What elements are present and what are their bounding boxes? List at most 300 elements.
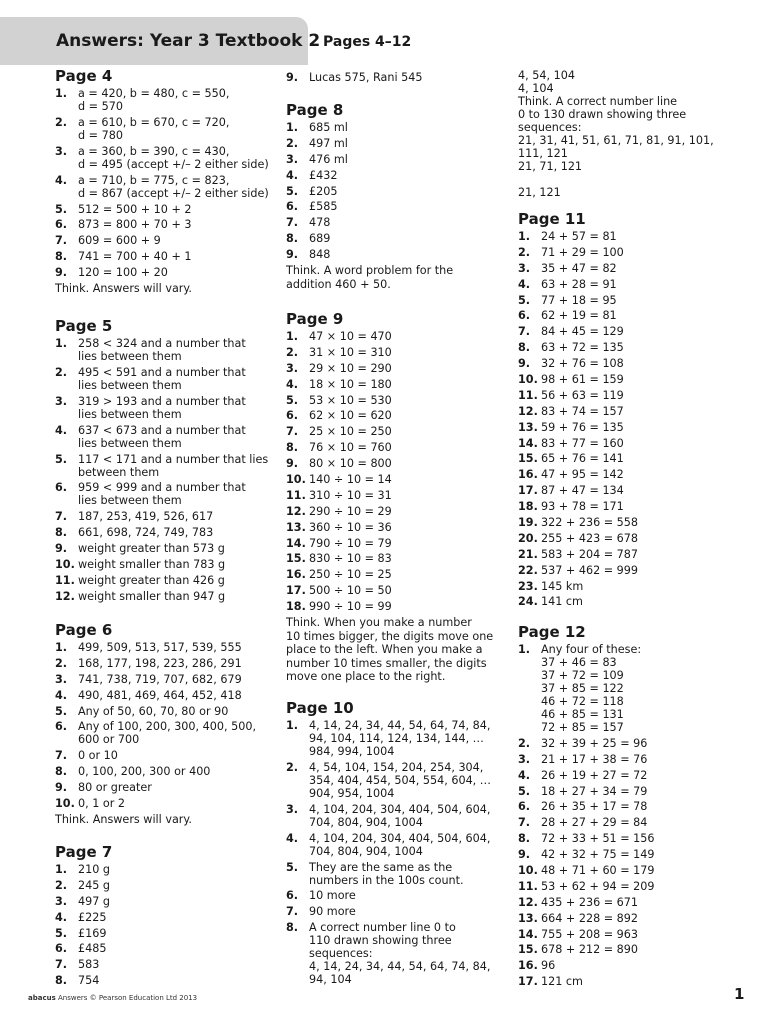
answer-number: 15. <box>286 552 306 566</box>
answer-item <box>286 803 496 829</box>
answer-item <box>286 568 496 581</box>
answer-text: 96 <box>541 959 556 973</box>
answer-text: 678 + 212 = 890 <box>541 943 639 957</box>
answer-text: 478 <box>309 216 331 230</box>
answer-number: 5. <box>55 926 68 940</box>
answer-text: 959 < 999 and a number that lies between them <box>78 481 246 508</box>
answer-number: 14. <box>286 536 306 550</box>
answer-number: 12. <box>55 589 75 603</box>
answer-text: 59 + 76 = 135 <box>541 420 624 434</box>
answer-number: 5. <box>518 293 531 307</box>
answer-item <box>55 218 270 231</box>
answer-item <box>55 863 270 876</box>
answer-text: 141 cm <box>541 595 583 609</box>
answer-number: 4. <box>55 688 68 702</box>
answer-text: 310 ÷ 10 = 31 <box>309 488 392 502</box>
answer-text: 319 > 193 and a number that lies between them <box>78 394 246 421</box>
answer-text: 56 + 63 = 119 <box>541 388 624 402</box>
answer-text: 63 + 28 = 91 <box>541 277 617 291</box>
answer-number: 10. <box>518 373 538 387</box>
answer-item <box>286 362 496 375</box>
answer-number: 20. <box>518 531 538 545</box>
answer-number: 8. <box>55 765 68 779</box>
answer-item <box>55 116 270 142</box>
answer-item <box>518 230 738 243</box>
answer-number: 1. <box>55 337 68 350</box>
answer-number: 17. <box>286 584 306 598</box>
answer-item <box>55 395 270 421</box>
answer-number: 13. <box>286 520 306 534</box>
answer-number: 10. <box>55 558 75 572</box>
answer-text: 80 × 10 = 800 <box>309 457 392 471</box>
answer-item <box>518 452 738 465</box>
answer-item <box>55 574 270 587</box>
answer-text: 77 + 18 = 95 <box>541 293 617 307</box>
answer-text: 84 + 45 = 129 <box>541 325 624 339</box>
answer-text: 830 ÷ 10 = 83 <box>309 552 392 566</box>
answer-item <box>286 719 496 758</box>
answer-item <box>518 516 738 529</box>
answer-item <box>518 595 738 608</box>
answer-item <box>55 590 270 603</box>
answer-text: a = 360, b = 390, c = 430, d = 495 (accept +/– 2 either side) <box>78 144 269 171</box>
answer-number: 10. <box>286 473 306 487</box>
answer-item <box>286 200 496 213</box>
answer-item <box>518 737 738 750</box>
answer-item <box>518 800 738 813</box>
answer-text: 62 + 19 = 81 <box>541 309 617 323</box>
answer-item <box>286 861 496 887</box>
answer-item <box>518 548 738 561</box>
answer-item <box>55 250 270 263</box>
answer-text: 4, 104, 204, 304, 404, 504, 604, 704, 804, 904, 1004 <box>309 831 491 858</box>
answer-text: 53 × 10 = 530 <box>309 393 392 407</box>
answer-number: 8. <box>286 441 299 455</box>
answer-text: 499, 509, 513, 517, 539, 555 <box>78 641 242 654</box>
answer-item <box>286 457 496 470</box>
answer-text: a = 610, b = 670, c = 720, d = 780 <box>78 115 230 142</box>
answer-item <box>518 357 738 370</box>
answer-text: 755 + 208 = 963 <box>541 927 639 941</box>
answer-item <box>55 927 270 940</box>
answer-text: 26 + 35 + 17 = 78 <box>541 800 648 814</box>
answer-number: 12. <box>518 404 538 418</box>
answer-item <box>55 510 270 523</box>
answer-item <box>286 169 496 182</box>
answer-text: 583 <box>78 958 100 972</box>
answer-item <box>55 765 270 778</box>
answer-number: 1. <box>55 641 68 654</box>
answer-item <box>55 424 270 450</box>
answer-text: £225 <box>78 910 107 924</box>
answer-item <box>286 394 496 407</box>
answer-number: 6. <box>55 720 68 734</box>
answer-number: 9. <box>55 266 68 280</box>
answer-item <box>286 137 496 150</box>
answer-text: 18 × 10 = 180 <box>309 377 392 391</box>
answer-text: 4, 104, 204, 304, 404, 504, 604, 704, 804, 904, 1004 <box>309 802 491 829</box>
answer-number: 5. <box>55 452 68 466</box>
answer-item <box>286 441 496 454</box>
answer-text: 93 + 78 = 171 <box>541 500 624 514</box>
answer-text: 98 + 61 = 159 <box>541 373 624 387</box>
answer-text: 790 ÷ 10 = 79 <box>309 536 392 550</box>
answer-number: 2. <box>518 245 531 259</box>
answer-text: 65 + 76 = 141 <box>541 452 624 466</box>
answer-number: 3. <box>518 752 531 766</box>
answer-item <box>286 889 496 902</box>
answer-text: 497 g <box>78 894 111 908</box>
answer-item <box>286 216 496 229</box>
answer-text: 47 + 95 = 142 <box>541 468 624 482</box>
answer-number: 1. <box>286 719 299 732</box>
section-page-8 <box>286 102 496 291</box>
answer-item <box>286 600 496 613</box>
section-title: Page 9 <box>286 310 344 328</box>
section-title: Page 4 <box>55 67 113 85</box>
answer-number: 5. <box>286 184 299 198</box>
answer-number: 2. <box>518 736 531 750</box>
answer-number: 7. <box>55 234 68 248</box>
answer-number: 9. <box>518 357 531 371</box>
answer-item <box>286 584 496 597</box>
answer-item <box>286 521 496 534</box>
answer-text: weight smaller than 783 g <box>78 558 226 572</box>
answer-item <box>55 366 270 392</box>
answer-text: 4, 54, 104, 154, 204, 254, 304, 354, 404, 454, 504, 554, 604, … 904, 954, 1004 <box>309 760 491 800</box>
answer-number: 2. <box>55 878 68 892</box>
answer-item <box>518 769 738 782</box>
answer-item <box>518 278 738 291</box>
answer-text: 537 + 462 = 999 <box>541 563 639 577</box>
answer-number: 8. <box>518 832 531 846</box>
answer-item <box>286 425 496 438</box>
answer-text: 689 <box>309 232 331 246</box>
section-title: Page 11 <box>518 210 586 228</box>
answer-number: 18. <box>518 500 538 514</box>
answer-text: 0, 1 or 2 <box>78 797 126 811</box>
answer-number: 8. <box>55 974 68 988</box>
answer-item <box>286 153 496 166</box>
answer-item <box>286 232 496 245</box>
answer-number: 4. <box>55 423 68 437</box>
answer-item <box>55 705 270 718</box>
section-page-10-continued <box>518 69 738 199</box>
answer-item <box>55 203 270 216</box>
answer-item <box>286 248 496 261</box>
answer-item <box>518 468 738 481</box>
answer-number: 18. <box>286 600 306 614</box>
answer-item <box>55 895 270 908</box>
answer-number: 13. <box>518 911 538 925</box>
answer-text: 76 × 10 = 760 <box>309 441 392 455</box>
answer-item <box>518 484 738 497</box>
answer-item <box>518 437 738 450</box>
page-number: 1 <box>734 985 745 1003</box>
answer-text: Any four of these: 37 + 46 = 83 37 + 72 = 109 37 + 85 = 122 46 + 72 = 118 46 + 85 = 131 72 + 85 = 157 <box>541 643 642 734</box>
answer-item <box>518 848 738 861</box>
answer-item <box>286 505 496 518</box>
answer-number: 6. <box>518 800 531 814</box>
answer-item <box>518 341 738 354</box>
answer-text: weight greater than 573 g <box>78 542 225 556</box>
answer-number: 5. <box>286 860 299 874</box>
answer-text: 500 ÷ 10 = 50 <box>309 584 392 598</box>
answer-number: 7. <box>55 749 68 763</box>
answer-text: £432 <box>309 168 338 182</box>
answer-text: 32 + 39 + 25 = 96 <box>541 736 648 750</box>
answer-text: 497 ml <box>309 136 348 150</box>
answer-item <box>55 673 270 686</box>
answer-number: 6. <box>286 889 299 903</box>
answer-text: 490, 481, 469, 464, 452, 418 <box>78 688 242 702</box>
answer-number: 7. <box>286 425 299 439</box>
answer-text: 29 × 10 = 290 <box>309 361 392 375</box>
answer-text: 4, 14, 24, 34, 44, 54, 64, 74, 84, 94, 104, 114, 124, 134, 144, … 984, 994, 1004 <box>309 719 491 758</box>
answer-item <box>55 145 270 171</box>
section-page-9 <box>286 311 496 684</box>
think-note: Think. Answers will vary. <box>55 282 192 296</box>
answer-text: £169 <box>78 926 107 940</box>
answer-number: 9. <box>286 248 299 262</box>
answer-text: 187, 253, 419, 526, 617 <box>78 510 214 524</box>
answer-number: 3. <box>518 261 531 275</box>
answer-text: 741 = 700 + 40 + 1 <box>78 250 192 264</box>
answer-text: 250 ÷ 10 = 25 <box>309 568 392 582</box>
answer-number: 14. <box>518 927 538 941</box>
answer-item <box>55 266 270 279</box>
answer-number: 12. <box>286 504 306 518</box>
answer-text: 741, 738, 719, 707, 682, 679 <box>78 672 242 686</box>
answer-text: 495 < 591 and a number that lies between them <box>78 365 246 392</box>
answer-number: 4. <box>518 768 531 782</box>
answer-number: 1. <box>55 863 68 876</box>
footer <box>28 994 197 1002</box>
answer-item <box>286 185 496 198</box>
answer-number: 5. <box>518 784 531 798</box>
answer-number: 1. <box>286 121 299 134</box>
answer-item <box>55 879 270 892</box>
answer-text: 664 + 228 = 892 <box>541 911 639 925</box>
answer-number: 11. <box>518 388 538 402</box>
answer-text: 637 < 673 and a number that lies between them <box>78 423 246 450</box>
answer-text: 28 + 27 + 29 = 84 <box>541 816 648 830</box>
answer-text: 245 g <box>78 878 111 892</box>
answer-item <box>55 87 270 113</box>
section-page-12 <box>518 624 738 991</box>
answer-text: 72 + 33 + 51 = 156 <box>541 832 655 846</box>
answer-number: 4. <box>55 910 68 924</box>
answer-item <box>518 373 738 386</box>
answer-item <box>55 657 270 670</box>
answer-number: 17. <box>518 484 538 498</box>
answer-item <box>286 409 496 422</box>
answer-number: 7. <box>518 325 531 339</box>
answer-number: 2. <box>55 365 68 379</box>
answer-text: 512 = 500 + 10 + 2 <box>78 202 192 216</box>
answer-item <box>518 405 738 418</box>
answer-text: 32 + 76 = 108 <box>541 357 624 371</box>
answer-text: 10 more <box>309 889 356 903</box>
answer-number: 6. <box>286 409 299 423</box>
section-page-7-continued <box>286 71 496 87</box>
answer-text: 140 ÷ 10 = 14 <box>309 473 392 487</box>
answer-text: 62 × 10 = 620 <box>309 409 392 423</box>
answer-text: 661, 698, 724, 749, 783 <box>78 526 214 540</box>
answer-number: 2. <box>286 136 299 150</box>
answer-text: 435 + 236 = 671 <box>541 895 639 909</box>
answer-number: 3. <box>286 361 299 375</box>
answer-number: 8. <box>55 526 68 540</box>
answer-number: 5. <box>55 202 68 216</box>
section-title: Page 5 <box>55 317 113 335</box>
answer-item <box>518 532 738 545</box>
answer-text: 83 + 74 = 157 <box>541 404 624 418</box>
section-page-4 <box>55 68 270 296</box>
answer-item <box>55 797 270 810</box>
answer-item <box>55 781 270 794</box>
answer-item <box>518 294 738 307</box>
answer-item <box>286 378 496 391</box>
answer-number: 11. <box>286 488 306 502</box>
answer-text: 117 < 171 and a number that lies between them <box>78 452 269 479</box>
answer-number: 3. <box>55 672 68 686</box>
answer-number: 16. <box>518 468 538 482</box>
answer-number: 11. <box>518 879 538 893</box>
answer-item <box>518 564 738 577</box>
answer-number: 3. <box>55 394 68 408</box>
section-title: Page 10 <box>286 699 354 717</box>
answer-text: Any of 100, 200, 300, 400, 500, 600 or 700 <box>78 720 257 747</box>
answer-item <box>518 643 738 734</box>
answer-item <box>286 537 496 550</box>
answer-item <box>518 816 738 829</box>
answer-number: 5. <box>286 393 299 407</box>
answer-number: 15. <box>518 943 538 957</box>
answer-text: weight smaller than 947 g <box>78 589 226 603</box>
answer-item <box>518 912 738 925</box>
answer-text: 168, 177, 198, 223, 286, 291 <box>78 656 242 670</box>
answer-item <box>286 71 496 84</box>
answer-text: 0, 100, 200, 300 or 400 <box>78 765 211 779</box>
answer-item <box>518 832 738 845</box>
answer-number: 9. <box>286 71 299 84</box>
answer-number: 22. <box>518 563 538 577</box>
answer-item <box>55 911 270 924</box>
answer-item <box>55 641 270 654</box>
answer-item <box>518 975 738 988</box>
answer-number: 10. <box>55 797 75 811</box>
answer-number: 13. <box>518 420 538 434</box>
answer-number: 4. <box>286 168 299 182</box>
answer-number: 2. <box>286 345 299 359</box>
answer-item <box>518 753 738 766</box>
answer-text: A correct number line 0 to 110 drawn showing three sequences: 4, 14, 24, 34, 44, 54, 64, 74, 84, 94, 104 <box>309 921 491 987</box>
answer-item <box>518 246 738 259</box>
answer-number: 3. <box>55 144 68 158</box>
answer-item <box>518 500 738 513</box>
answer-text: 990 ÷ 10 = 99 <box>309 600 392 614</box>
answer-item <box>518 864 738 877</box>
think-note: Think. Answers will vary. <box>55 813 192 827</box>
answer-item <box>518 880 738 893</box>
answer-item <box>518 959 738 972</box>
answer-number: 7. <box>286 216 299 230</box>
answer-number: 9. <box>55 542 68 556</box>
answer-item <box>55 558 270 571</box>
answer-text: a = 710, b = 775, c = 823, d = 867 (accept +/– 2 either side) <box>78 173 269 200</box>
answer-item <box>55 974 270 987</box>
section-page-5 <box>55 318 270 606</box>
answer-number: 3. <box>286 152 299 166</box>
answer-number: 23. <box>518 579 538 593</box>
answer-text: 31 × 10 = 310 <box>309 345 392 359</box>
answer-item <box>286 552 496 565</box>
answer-number: 2. <box>55 656 68 670</box>
answer-number: 1. <box>286 330 299 343</box>
answer-item <box>286 832 496 858</box>
answer-number: 9. <box>55 781 68 795</box>
answer-text: 35 + 47 = 82 <box>541 261 617 275</box>
answer-text: £205 <box>309 184 338 198</box>
answer-text: a = 420, b = 480, c = 550, d = 570 <box>78 87 230 113</box>
answer-text: 685 ml <box>309 121 348 134</box>
answer-number: 4. <box>55 173 68 187</box>
answer-text: 63 + 72 = 135 <box>541 341 624 355</box>
answer-number: 4. <box>286 831 299 845</box>
answer-item <box>55 337 270 363</box>
answer-number: 6. <box>286 200 299 214</box>
answer-text: 90 more <box>309 905 356 919</box>
answer-text: 290 ÷ 10 = 29 <box>309 504 392 518</box>
answer-number: 8. <box>286 232 299 246</box>
answer-item <box>286 473 496 486</box>
answer-item <box>55 174 270 200</box>
answer-text: 25 × 10 = 250 <box>309 425 392 439</box>
answer-number: 8. <box>286 921 299 935</box>
answer-number: 9. <box>518 848 531 862</box>
answer-number: 6. <box>55 218 68 232</box>
answer-number: 17. <box>518 975 538 989</box>
answer-number: 7. <box>286 905 299 919</box>
copyright-text: Answers © Pearson Education Ltd 2013 <box>58 994 198 1002</box>
answer-text: 609 = 600 + 9 <box>78 234 161 248</box>
document-title: Answers: Year 3 Textbook 2 <box>56 31 321 51</box>
answer-text: 80 or greater <box>78 781 152 795</box>
answer-item <box>55 958 270 971</box>
answer-text: 71 + 29 = 100 <box>541 245 624 259</box>
answer-number: 8. <box>55 250 68 264</box>
answer-text: 53 + 62 + 94 = 209 <box>541 879 655 893</box>
answer-number: 16. <box>518 959 538 973</box>
answer-text: Any of 50, 60, 70, 80 or 90 <box>78 704 229 718</box>
answer-text: 83 + 77 = 160 <box>541 436 624 450</box>
answer-text: 42 + 32 + 75 = 149 <box>541 848 655 862</box>
answer-text: 0 or 10 <box>78 749 118 763</box>
answer-text: 258 < 324 and a number that lies between them <box>78 337 246 363</box>
answer-number: 6. <box>518 309 531 323</box>
think-note: Think. When you make a number 10 times bigger, the digits move one place to the left. When you make a number 10 times smaller, the digits move one place to the right. <box>286 616 494 684</box>
answer-number: 16. <box>286 568 306 582</box>
answer-number: 12. <box>518 895 538 909</box>
answer-text: 583 + 204 = 787 <box>541 547 639 561</box>
answer-item <box>518 262 738 275</box>
section-page-6 <box>55 622 270 827</box>
answer-text: 145 km <box>541 579 584 593</box>
answer-number: 6. <box>55 481 68 495</box>
answer-number: 10. <box>518 864 538 878</box>
answer-item <box>55 749 270 762</box>
